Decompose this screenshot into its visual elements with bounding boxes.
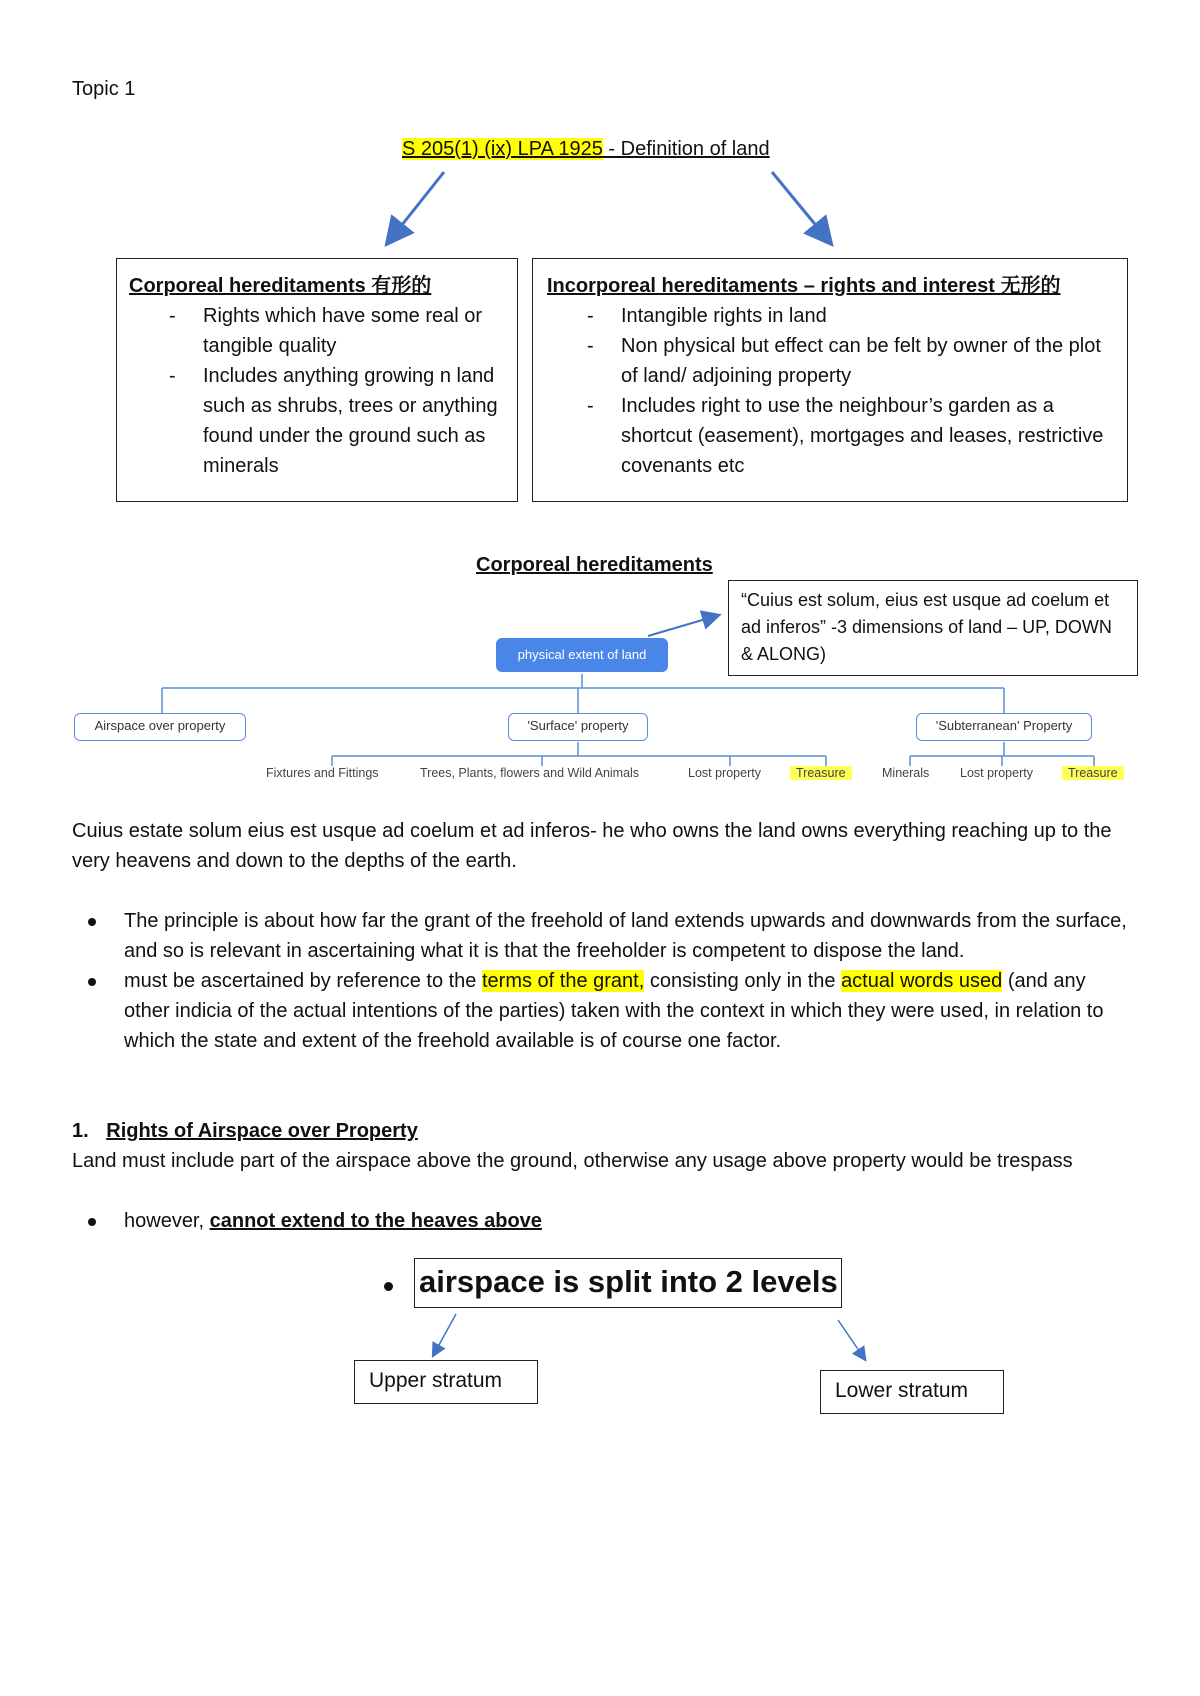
statute-reference: S 205(1) (ix) LPA 1925 (402, 138, 603, 160)
root-node: physical extent of land (496, 638, 668, 672)
quote-box: “Cuius est solum, eius est usque ad coelum et ad inferos” -3 dimensions of land – UP, DOWN & ALONG) (728, 580, 1138, 676)
bullet-dot (380, 1262, 398, 1280)
arrow-right (772, 172, 828, 240)
section-1-title: Rights of Airspace over Property (106, 1120, 418, 1142)
corporeal-item: - Includes anything growing n land such as shrubs, trees or anything found under the ground such as minerals (129, 361, 505, 481)
leaf-minerals: Minerals (882, 766, 930, 780)
bullet-however (72, 1206, 1132, 1236)
highlight-terms: terms of the grant, (481, 970, 645, 992)
incorporeal-title: Incorporeal hereditaments – rights and interest 无形的 (547, 275, 1061, 297)
leaf-treasure: Treasure (790, 766, 852, 780)
corporeal-box (116, 258, 518, 502)
bullet-however-text: however, (124, 1210, 210, 1232)
upper-stratum-box: Upper stratum (354, 1360, 538, 1404)
heading-rest: - Definition of land (602, 138, 770, 160)
leaf-lost-property-sub: Lost property (960, 766, 1033, 780)
bullet-grant (72, 966, 1132, 1056)
section-1-heading (72, 1116, 418, 1146)
incorporeal-box (532, 258, 1128, 502)
lower-stratum-box: Lower stratum (820, 1370, 1004, 1414)
corporeal-title: Corporeal hereditaments 有形的 (129, 275, 432, 297)
bullet-principle: The principle is about how far the grant of the freehold of land extends upwards and downwards from the surface, and so is relevant in ascertaining what it is that the freeholder is competent to dispose the land. (72, 906, 1132, 966)
principle-bullets (72, 906, 1132, 1056)
topic-label: Topic 1 (72, 78, 136, 100)
leaf-trees: Trees, Plants, flowers and Wild Animals (420, 766, 640, 780)
section-title: Corporeal hereditaments (476, 554, 713, 576)
branch-airspace: Airspace over property (74, 713, 246, 741)
bullet-grant-text: must be ascertained by reference to the (124, 970, 482, 992)
top-arrows (0, 0, 1200, 260)
section-number: 1. (72, 1120, 89, 1142)
airspace-bullets (72, 1206, 1132, 1236)
incorporeal-item: - Includes right to use the neighbour’s garden as a shortcut (easement), mortgages and leases, restrictive covenants etc (547, 391, 1113, 481)
leaf-lost-property: Lost property (688, 766, 761, 780)
bullet-grant-text: consisting only in the (644, 970, 842, 992)
corporeal-item: - Rights which have some real or tangible quality (129, 301, 505, 361)
branch-subterranean: 'Subterranean' Property (916, 713, 1092, 741)
branch-surface: 'Surface' property (508, 713, 648, 741)
arrow-left (390, 172, 444, 240)
incorporeal-item: - Non physical but effect can be felt by owner of the plot of land/ adjoining property (547, 331, 1113, 391)
airspace-paragraph: Land must include part of the airspace above the ground, otherwise any usage above property would be trespass (72, 1150, 1073, 1172)
highlight-words: actual words used (841, 970, 1003, 992)
bullet-however-emphasis: cannot extend to the heaves above (209, 1210, 542, 1232)
leaf-fixtures: Fixtures and Fittings (266, 766, 379, 780)
split-box: airspace is split into 2 levels (414, 1258, 842, 1308)
split-arrows (0, 1300, 1200, 1380)
leaf-treasure-sub: Treasure (1062, 766, 1124, 780)
maxim-paragraph: Cuius estate solum eius est usque ad coelum et ad inferos- he who owns the land owns everything reaching up to the very heavens and down to the depths of the earth. (72, 820, 1112, 872)
bullet-grant-text: (and any other indicia of the actual intentions of the parties) taken with the context in which they were used, in relation to which the state and extent of the freehold available is of course one factor. (124, 970, 1104, 1052)
incorporeal-item: - Intangible rights in land (547, 301, 1113, 331)
